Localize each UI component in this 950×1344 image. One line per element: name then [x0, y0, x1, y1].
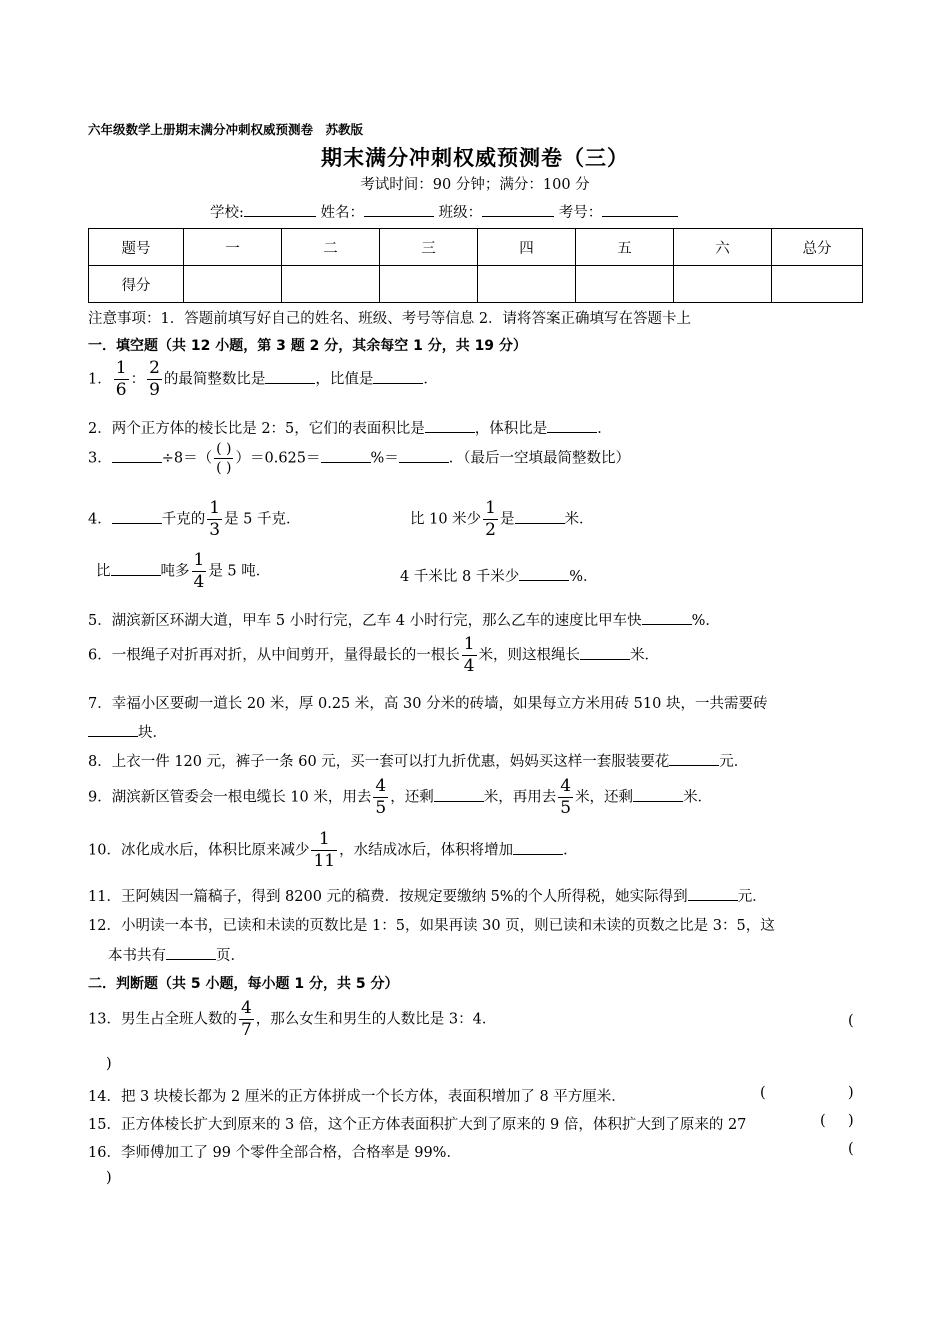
answer-blank[interactable]: [513, 840, 563, 855]
q13-text: 13．男生占全班人数的: [88, 1011, 237, 1028]
answer-paren-left[interactable]: (: [760, 1085, 766, 1101]
q4-text: 比: [96, 563, 111, 580]
fraction: [239, 1000, 254, 1039]
q3-text: %＝: [370, 450, 399, 467]
answer-blank[interactable]: [88, 722, 138, 737]
fraction-numerator: 1: [115, 358, 127, 378]
q1-colon: ：: [130, 371, 146, 388]
q10-text: ，水结成冰后，体积将增加: [339, 842, 514, 859]
answer-blank[interactable]: [434, 787, 484, 802]
q3-text: ）＝0.625＝: [235, 450, 321, 467]
q4-text: 米．: [564, 511, 594, 528]
q3-number: 3．: [88, 450, 112, 467]
answer-blank[interactable]: [633, 787, 683, 802]
question-7-line1: 7．幸福小区要砌一道长 20 米，厚 0.25 米，高 30 分米的砖墙，如果每立方米用砖 510 块，一共需要砖: [88, 696, 768, 712]
answer-blank[interactable]: [111, 561, 161, 576]
score-cell[interactable]: [380, 266, 478, 303]
fraction-denominator: 5: [375, 798, 387, 818]
section1-heading: 一．填空题（共 12 小题，第 3 题 2 分，其余每空 1 分，共 19 分）: [88, 338, 527, 354]
score-cell[interactable]: [478, 266, 576, 303]
exam-series-label: 六年级数学上册期末满分冲刺权威预测卷 苏教版: [88, 122, 364, 137]
answer-blank[interactable]: [669, 751, 719, 766]
answer-blank[interactable]: [515, 509, 565, 524]
q8-text: 8．上衣一件 120 元，裤子一条 60 元，买一套可以打九折优惠，妈妈买这样一套服装要花: [88, 754, 670, 770]
question-9: [88, 778, 712, 817]
fraction-numerator: ( ): [216, 441, 232, 457]
page-title: 期末满分冲刺权威预测卷（三）: [321, 146, 629, 170]
school-label: 学校:: [210, 205, 244, 221]
q12-end: 页．: [216, 948, 245, 964]
fraction: [311, 831, 337, 870]
score-header-cell: 五: [576, 229, 674, 266]
question-5: [88, 609, 720, 630]
q9-text: 9．湖滨新区管委会一根电缆长 10 米，用去: [88, 789, 372, 806]
q1-text: ，比值是: [315, 371, 374, 388]
q4-text: %．: [569, 569, 598, 585]
q1-text: 的最简整数比是: [163, 371, 266, 388]
section2-heading: 二．判断题（共 5 小题，每小题 1 分，共 5 分）: [88, 976, 399, 992]
answer-blank[interactable]: [112, 448, 162, 463]
fraction-denominator: 5: [560, 798, 572, 818]
answer-blank[interactable]: [688, 886, 738, 901]
q9-text: 米，再用去: [483, 789, 557, 806]
q4-text: 4 千米比 8 千米少: [400, 569, 520, 585]
fraction: [114, 360, 129, 399]
fraction: [373, 778, 388, 817]
name-blank[interactable]: [364, 202, 434, 217]
question-6: [88, 636, 659, 675]
fraction-denominator: 3: [209, 520, 221, 540]
q10-end: ．: [563, 842, 578, 859]
q4-text: 是 5 千克．: [224, 511, 301, 528]
answer-blank[interactable]: [373, 369, 423, 384]
q1-end: ．: [423, 371, 438, 388]
q3-text: ．（最后一空填最简整数比）: [448, 450, 631, 467]
q11-text: 11．王阿姨因一篇稿子，得到 8200 元的稿费．按规定要缴纳 5%的个人所得税，她实际得到: [88, 889, 688, 905]
school-blank[interactable]: [244, 202, 316, 217]
notice-text: 注意事项：1．答题前填写好自己的姓名、班级、考号等信息 2．请将答案正确填写在答题卡上: [88, 311, 692, 327]
q9-text: 米，还剩: [575, 789, 634, 806]
q4-text: 吨多: [160, 563, 190, 580]
question-3: [88, 442, 630, 475]
q13-text: ，那么女生和男生的人数比是 3：4．: [255, 1011, 497, 1028]
answer-blank[interactable]: [321, 448, 371, 463]
score-header-cell: 四: [478, 229, 576, 266]
question-16: 16．李师傅加工了 99 个零件全部合格，合格率是 99%．: [88, 1145, 461, 1161]
answer-blank[interactable]: [642, 610, 692, 625]
fraction-numerator: 1: [311, 831, 337, 851]
fraction-denominator: 4: [463, 656, 475, 676]
q9-text: ，还剩: [390, 789, 434, 806]
q4-text: 比 10 米少: [410, 511, 482, 528]
score-header-cell: 二: [282, 229, 380, 266]
q7-end: 块．: [138, 725, 167, 741]
q4-text: 是 5 吨．: [208, 563, 271, 580]
fraction-numerator: 1: [209, 498, 221, 518]
question-12-line1: 12．小明读一本书，已读和未读的页数比是 1：5，如果再读 30 页，则已读和未读的页数之比是 3：5，这: [88, 918, 775, 934]
question-14: 14．把 3 块棱长都为 2 厘米的正方体拼成一个长方体，表面积增加了 8 平方厘米．: [88, 1089, 626, 1105]
fraction-numerator: 1: [463, 634, 475, 654]
answer-blank[interactable]: [166, 945, 216, 960]
fraction-denominator: 7: [240, 1020, 252, 1040]
score-cell[interactable]: [282, 266, 380, 303]
question-4b: [410, 500, 594, 539]
q4-text: 千克的: [161, 511, 206, 528]
score-table-score-row: [89, 266, 863, 303]
q2-text: ，体积比是: [474, 421, 548, 437]
exam-no-blank[interactable]: [602, 202, 678, 217]
q9-end: 米．: [683, 789, 713, 806]
question-13: [88, 1000, 496, 1039]
score-cell[interactable]: [674, 266, 772, 303]
q6-text: 米，则这根绳长: [478, 647, 581, 664]
q5-end: %．: [691, 613, 720, 629]
fraction: [483, 500, 498, 539]
q1-number: 1．: [88, 371, 112, 388]
q12-text: 本书共有: [108, 948, 166, 964]
score-header-cell: 总分: [772, 229, 863, 266]
score-header-cell: 六: [674, 229, 772, 266]
question-4a: [88, 500, 301, 539]
fraction: [207, 500, 222, 539]
score-table-header-row: [89, 229, 863, 266]
answer-paren-right[interactable]: ): [106, 1170, 112, 1186]
fraction-denominator: 6: [115, 380, 127, 400]
q6-text: 6．一根绳子对折再对折，从中间剪开，量得最长的一根长: [88, 647, 460, 664]
q6-end: 米．: [630, 647, 660, 664]
answer-paren-left[interactable]: (: [848, 1013, 854, 1029]
score-header-cell: 三: [380, 229, 478, 266]
question-7-line2: [88, 721, 167, 742]
answer-blank[interactable]: [580, 645, 630, 660]
answer-blank[interactable]: [519, 566, 569, 581]
answer-paren-left[interactable]: (: [848, 1141, 854, 1157]
score-row-label: 得分: [89, 266, 184, 303]
q3-text: ÷8＝（: [161, 450, 213, 467]
question-15: 15．正方体棱长扩大到原来的 3 倍，这个正方体表面积扩大到了原来的 9 倍，体积扩大到了原来的 27: [88, 1117, 747, 1133]
answer-paren-left[interactable]: (: [820, 1113, 826, 1129]
score-header-cell: 题号: [89, 229, 184, 266]
fraction: [147, 360, 162, 399]
question-10: [88, 831, 578, 870]
answer-paren-right[interactable]: ): [848, 1085, 854, 1101]
answer-paren-right[interactable]: ): [106, 1056, 112, 1072]
question-1: [88, 360, 438, 399]
q11-end: 元．: [737, 889, 767, 905]
fraction-numerator: 4: [560, 776, 572, 796]
score-header-cell: 一: [184, 229, 282, 266]
score-cell[interactable]: [184, 266, 282, 303]
question-12-line2: [108, 944, 245, 965]
q4-number: 4．: [88, 511, 112, 528]
q5-text: 5．湖滨新区环湖大道，甲车 5 小时行完，乙车 4 小时行完，那么乙车的速度比甲车快: [88, 613, 642, 629]
fraction-denominator: 4: [193, 572, 205, 592]
fraction-denominator: 11: [313, 851, 336, 871]
fraction-denominator: 9: [149, 380, 160, 400]
question-11: [88, 885, 767, 906]
question-4d: [400, 565, 598, 586]
q2-end: ．: [597, 421, 612, 437]
question-2: [88, 417, 612, 438]
fraction-numerator: 4: [375, 776, 387, 796]
student-info-line: [210, 201, 678, 222]
question-8: [88, 750, 748, 771]
fraction-denominator: 2: [485, 520, 496, 540]
answer-blank[interactable]: [265, 369, 315, 384]
fraction-numerator: 4: [240, 998, 252, 1018]
answer-blank[interactable]: [547, 418, 597, 433]
question-4c: [96, 552, 270, 591]
answer-paren-right[interactable]: ): [848, 1113, 854, 1129]
class-blank[interactable]: [482, 202, 554, 217]
exam-no-label: 考号：: [558, 205, 603, 221]
q8-end: 元．: [719, 754, 749, 770]
answer-blank[interactable]: [112, 509, 162, 524]
fraction: [462, 636, 477, 675]
fraction: [558, 778, 573, 817]
answer-blank[interactable]: [399, 448, 449, 463]
q4-text: 是: [500, 511, 515, 528]
score-table: [88, 228, 863, 303]
exam-time-info: 考试时间：90 分钟；满分：100 分: [360, 177, 590, 193]
q10-text: 10．冰化成水后，体积比原来减少: [88, 842, 310, 859]
fraction-denominator: ( ): [216, 460, 232, 476]
class-label: 班级：: [438, 205, 483, 221]
fraction-numerator: 1: [193, 550, 205, 570]
fraction-numerator: 1: [485, 498, 496, 518]
fraction-numerator: 2: [149, 358, 160, 378]
fraction: [192, 552, 207, 591]
fraction: [214, 442, 233, 475]
score-cell[interactable]: [772, 266, 863, 303]
q2-text: 2．两个正方体的棱长比是 2：5，它们的表面积比是: [88, 421, 425, 437]
answer-blank[interactable]: [425, 418, 475, 433]
name-label: 姓名：: [320, 205, 364, 221]
score-cell[interactable]: [576, 266, 674, 303]
